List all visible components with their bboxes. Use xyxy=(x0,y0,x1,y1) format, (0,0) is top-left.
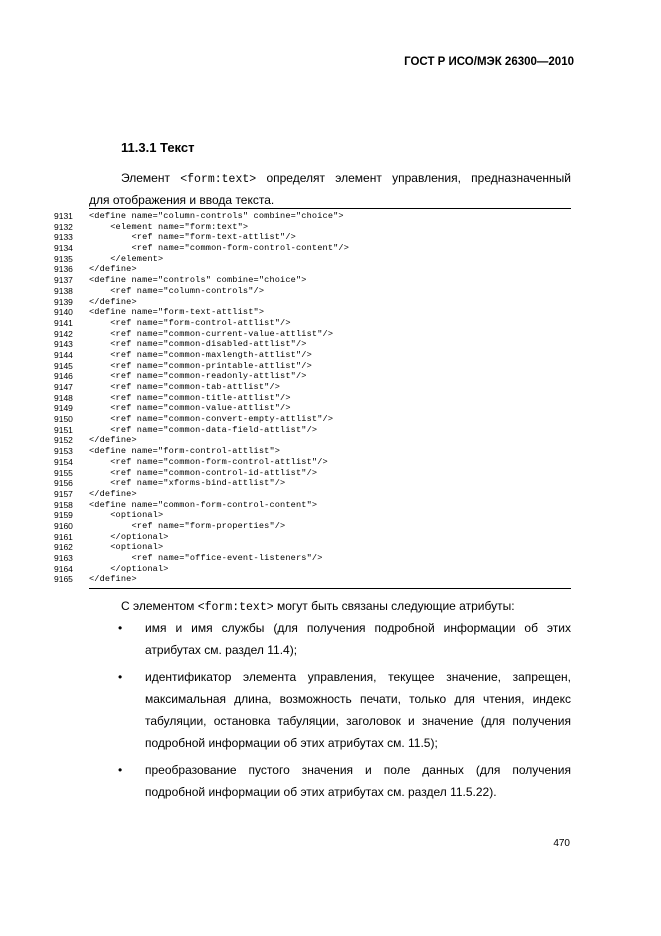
code-line xyxy=(54,382,574,393)
intro-line-2: для отображения и ввода текста. xyxy=(89,193,275,207)
code-text: <ref name="common-value-attlist"/> xyxy=(89,403,291,414)
line-number: 9148 xyxy=(54,392,73,403)
code-text: <define name="common-form-control-content"> xyxy=(89,499,318,510)
list-item-text: преобразование пустого значения и поле данных (для получения подробной информации об этих атрибутах см. раздел 11.5.22). xyxy=(145,763,571,799)
code-text: </optional> xyxy=(89,563,169,574)
code-text: <define name="controls" combine="choice"> xyxy=(89,275,307,286)
code-line xyxy=(54,435,574,446)
line-number: 9161 xyxy=(54,531,73,542)
code-line xyxy=(54,478,574,489)
code-line xyxy=(54,542,574,553)
code-line xyxy=(54,446,574,457)
line-number: 9147 xyxy=(54,382,73,392)
code-text: </define> xyxy=(89,574,137,585)
line-number: 9154 xyxy=(54,456,73,467)
bullet-mark: • xyxy=(118,670,123,684)
code-text: <define name="form-text-attlist"> xyxy=(89,307,265,318)
code-line xyxy=(54,489,574,500)
intro-line-1 xyxy=(89,168,571,190)
line-number: 9137 xyxy=(54,275,73,286)
line-number: 9159 xyxy=(54,510,73,521)
line-number: 9156 xyxy=(54,478,73,489)
code-text: <ref name="xforms-bind-attlist"/> xyxy=(89,478,286,489)
code-text: <ref name="common-title-attlist"/> xyxy=(89,392,291,403)
code-text: </define> xyxy=(89,488,137,499)
bullet-mark: • xyxy=(118,763,123,777)
code-text: <define name="column-controls" combine="choice"> xyxy=(89,211,344,221)
code-line xyxy=(54,339,574,350)
code-text: <ref name="common-readonly-attlist"/> xyxy=(89,371,307,382)
code-text: <ref name="form-properties"/> xyxy=(89,520,286,531)
code-text: <element name="form:text"> xyxy=(89,221,249,232)
code-line xyxy=(54,254,574,265)
code-line xyxy=(54,457,574,468)
page-number: 470 xyxy=(553,838,570,849)
line-number: 9136 xyxy=(54,264,73,275)
code-text: <optional> xyxy=(89,510,164,521)
line-number: 9160 xyxy=(54,520,73,531)
attributes-intro xyxy=(121,596,515,618)
code-text: <ref name="common-printable-attlist"/> xyxy=(89,360,312,371)
line-number: 9146 xyxy=(54,371,73,382)
code-text: </optional> xyxy=(89,531,169,542)
attributes-intro-start: С элементом xyxy=(121,599,198,613)
code-line xyxy=(54,500,574,511)
code-text: <ref name="office-event-listeners"/> xyxy=(89,553,323,563)
bullet-mark: • xyxy=(118,621,123,635)
code-line xyxy=(54,264,574,275)
code-line xyxy=(54,232,574,243)
code-line xyxy=(54,307,574,318)
code-text: <optional> xyxy=(89,542,164,553)
intro-text-end: определят элемент управления, предназначенный xyxy=(256,171,571,185)
intro-paragraph xyxy=(89,168,571,211)
line-number: 9163 xyxy=(54,553,73,563)
code-text: <ref name="common-maxlength-attlist"/> xyxy=(89,349,312,360)
line-number: 9149 xyxy=(54,403,73,414)
attributes-intro-end: могут быть связаны следующие атрибуты: xyxy=(273,599,515,613)
list-item xyxy=(113,666,571,754)
list-item-text: идентификатор элемента управления, текущее значение, запрещен, максимальная длина, возможность печати, только для чтения, индекс табуляции, остановка табуляции, заголовок и значение (для получения подробной информации об этих атрибутах см. 11.5); xyxy=(145,670,571,750)
code-line xyxy=(54,393,574,404)
code-text: <ref name="common-data-field-attlist"/> xyxy=(89,424,318,435)
line-number: 9165 xyxy=(54,574,73,585)
line-number: 9151 xyxy=(54,424,73,435)
line-number: 9162 xyxy=(54,542,73,553)
code-text: <ref name="common-current-value-attlist"/> xyxy=(89,328,334,339)
code-line xyxy=(54,297,574,308)
code-line xyxy=(54,371,574,382)
line-number: 9131 xyxy=(54,211,73,221)
code-line xyxy=(54,222,574,233)
code-top-rule xyxy=(89,208,571,209)
code-line xyxy=(54,403,574,414)
code-text: <ref name="common-convert-empty-attlist"/> xyxy=(89,414,334,425)
attributes-list xyxy=(113,617,571,808)
code-text: <ref name="common-form-control-content"/> xyxy=(89,243,350,254)
code-line xyxy=(54,361,574,372)
line-number: 9139 xyxy=(54,296,73,307)
code-text: </define> xyxy=(89,435,137,446)
attributes-intro-code: <form:text> xyxy=(197,601,274,614)
code-line xyxy=(54,574,574,585)
section-title: 11.3.1 Текст xyxy=(121,140,195,155)
line-number: 9152 xyxy=(54,435,73,446)
list-item xyxy=(113,617,571,661)
line-number: 9157 xyxy=(54,488,73,499)
line-number: 9142 xyxy=(54,328,73,339)
line-number: 9132 xyxy=(54,221,73,232)
code-text: </define> xyxy=(89,264,137,275)
line-number: 9135 xyxy=(54,253,73,264)
code-line xyxy=(54,564,574,575)
intro-code: <form:text> xyxy=(180,173,257,186)
code-line xyxy=(54,211,574,222)
code-line xyxy=(54,414,574,425)
code-bottom-rule xyxy=(89,588,571,589)
document-header: ГОСТ Р ИСО/МЭК 26300—2010 xyxy=(404,56,574,68)
code-line xyxy=(54,318,574,329)
line-number: 9140 xyxy=(54,307,73,318)
code-text: <ref name="form-text-attlist"/> xyxy=(89,232,296,243)
code-line xyxy=(54,521,574,532)
code-line xyxy=(54,275,574,286)
line-number: 9158 xyxy=(54,499,73,510)
code-line xyxy=(54,350,574,361)
code-line xyxy=(54,468,574,479)
code-listing xyxy=(54,211,574,585)
line-number: 9164 xyxy=(54,563,73,574)
line-number: 9141 xyxy=(54,317,73,328)
code-line xyxy=(54,286,574,297)
line-number: 9155 xyxy=(54,467,73,478)
line-number: 9143 xyxy=(54,339,73,350)
line-number: 9144 xyxy=(54,349,73,360)
code-text: <ref name="common-form-control-attlist"/> xyxy=(89,456,328,467)
code-text: <ref name="common-disabled-attlist"/> xyxy=(89,339,307,350)
line-number: 9134 xyxy=(54,243,73,254)
list-item xyxy=(113,759,571,803)
code-line xyxy=(54,553,574,564)
line-number: 9133 xyxy=(54,232,73,243)
code-text: <ref name="column-controls"/> xyxy=(89,285,265,296)
line-number: 9138 xyxy=(54,285,73,296)
code-text: <ref name="form-control-attlist"/> xyxy=(89,317,291,328)
list-item-text: имя и имя службы (для получения подробной информации об этих атрибутах см. раздел 11.4); xyxy=(145,621,571,657)
code-line xyxy=(54,329,574,340)
line-number: 9153 xyxy=(54,446,73,457)
code-line xyxy=(54,510,574,521)
code-line xyxy=(54,243,574,254)
intro-text-start: Элемент xyxy=(121,171,181,185)
line-number: 9145 xyxy=(54,360,73,371)
code-text: <define name="form-control-attlist"> xyxy=(89,446,281,457)
line-number: 9150 xyxy=(54,414,73,425)
code-line xyxy=(54,425,574,436)
code-text: </element> xyxy=(89,253,164,264)
code-text: <ref name="common-control-id-attlist"/> xyxy=(89,467,318,478)
code-text: </define> xyxy=(89,296,137,307)
code-line xyxy=(54,532,574,543)
code-text: <ref name="common-tab-attlist"/> xyxy=(89,382,281,392)
